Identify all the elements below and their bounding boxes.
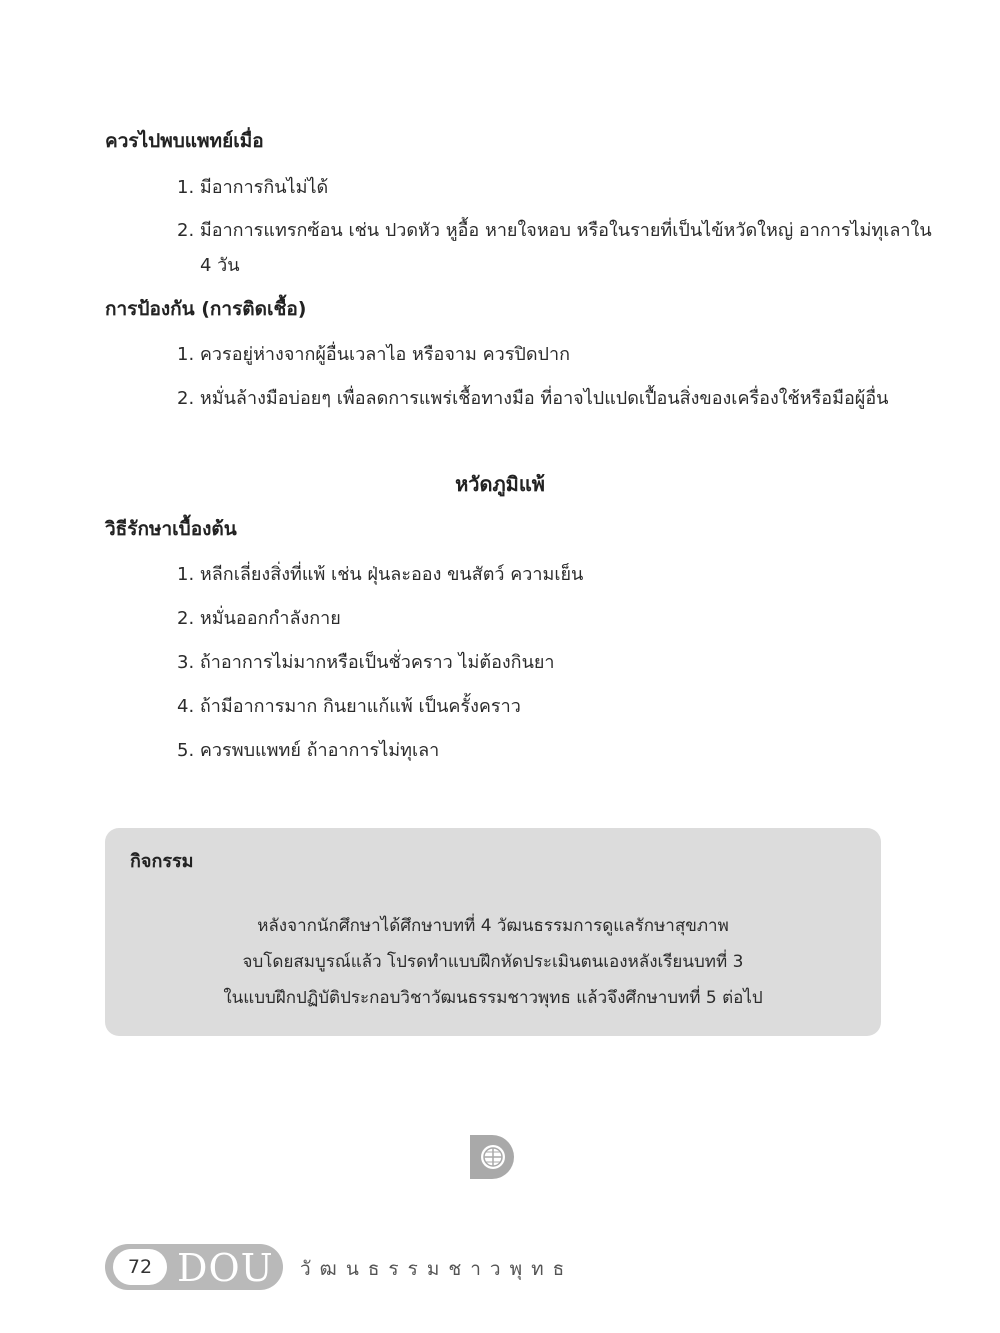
list-item: 4. ถ้ามีอาการมาก กินยาแก้แพ้ เป็นครั้งคราว bbox=[177, 696, 521, 717]
footer-badge bbox=[105, 1244, 283, 1290]
course-title: วัฒนธรรมชาวพุทธ bbox=[300, 1258, 574, 1280]
dou-d-logo-icon bbox=[470, 1135, 516, 1179]
list-item: 5. ควรพบแพทย์ ถ้าอาการไม่ทุเลา bbox=[177, 740, 440, 761]
list-item: 2. หมั่นออกกำลังกาย bbox=[177, 608, 341, 629]
list-item: 1. หลีกเลี่ยงสิ่งที่แพ้ เช่น ฝุ่นละออง ขนสัตว์ ความเย็น bbox=[177, 564, 584, 585]
activity-line: หลังจากนักศึกษาได้ศึกษาบทที่ 4 วัฒนธรรมการดูแลรักษาสุขภาพ bbox=[257, 916, 729, 936]
section-title-allergy: หวัดภูมิแพ้ bbox=[455, 472, 545, 496]
activity-line: ในแบบฝึกปฏิบัติประกอบวิชาวัฒนธรรมชาวพุทธ แล้วจึงศึกษาบทที่ 5 ต่อไป bbox=[223, 988, 763, 1008]
heading-see-doctor: ควรไปพบแพทย์เมื่อ bbox=[105, 130, 264, 152]
list-item: 2. หมั่นล้างมือบ่อยๆ เพื่อลดการแพร่เชื้อทางมือ ที่อาจไปแปดเปื้อนสิ่งของเครื่องใช้หรือมือผู้อื่น bbox=[177, 388, 889, 409]
activity-box bbox=[105, 828, 881, 1036]
list-item: 1. ควรอยู่ห่างจากผู้อื่นเวลาไอ หรือจาม ควรปิดปาก bbox=[177, 344, 570, 365]
dou-logo-text: DOU bbox=[177, 1246, 274, 1290]
heading-first-aid: วิธีรักษาเบื้องต้น bbox=[105, 518, 237, 540]
list-item: 2. มีอาการแทรกซ้อน เช่น ปวดหัว หูอื้อ หายใจหอบ หรือในรายที่เป็นไข้หวัดใหญ่ อาการไม่ทุเลาใน bbox=[177, 220, 932, 241]
activity-label: กิจกรรม bbox=[130, 851, 194, 872]
list-item: 3. ถ้าอาการไม่มากหรือเป็นชั่วคราว ไม่ต้องกินยา bbox=[177, 652, 555, 673]
activity-line: จบโดยสมบูรณ์แล้ว โปรดทำแบบฝึกหัดประเมินตนเองหลังเรียนบทที่ 3 bbox=[242, 952, 744, 972]
page-number: 72 bbox=[113, 1249, 167, 1285]
list-item-continuation: 4 วัน bbox=[200, 255, 240, 276]
heading-prevention: การป้องกัน (การติดเชื้อ) bbox=[105, 298, 307, 320]
list-item: 1. มีอาการกินไม่ได้ bbox=[177, 177, 329, 198]
